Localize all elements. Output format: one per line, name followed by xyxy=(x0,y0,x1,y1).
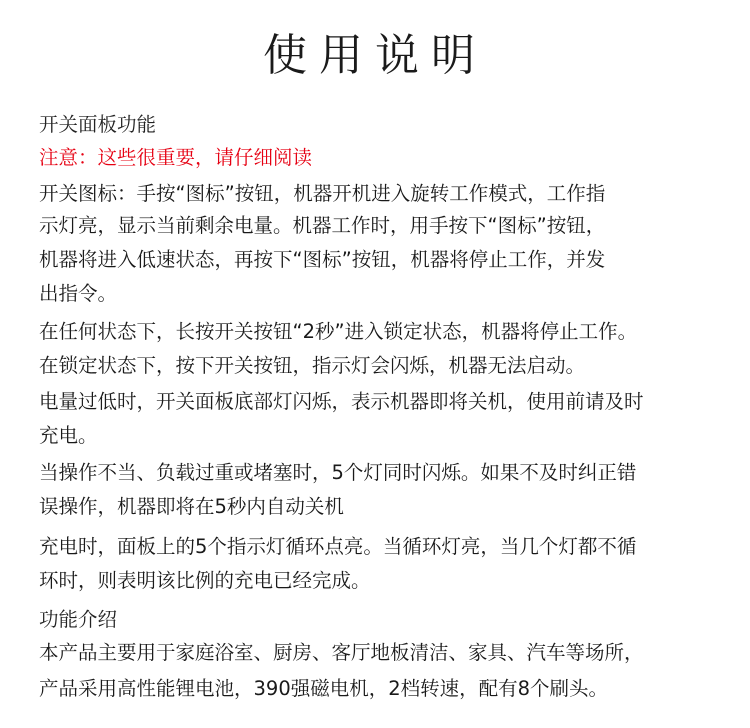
feature-line: 本产品主要用于家庭浴室、厨房、客厅地板清洁、家具、汽车等场所， xyxy=(39,641,644,664)
warning-notice: 注意：这些很重要，请仔细阅读 xyxy=(39,146,313,169)
paragraph-line: 环时，则表明该比例的充电已经完成。 xyxy=(39,569,371,592)
paragraph-line: 当操作不当、负载过重或堵塞时，5个灯同时闪烁。如果不及时纠正错 xyxy=(39,461,637,484)
switch-panel-heading: 开关面板功能 xyxy=(39,113,157,136)
paragraph-line: 在任何状态下，长按开关按钮“2秒”进入锁定状态，机器将停止工作。 xyxy=(39,320,638,343)
paragraph-line: 出指令。 xyxy=(39,282,118,305)
paragraph-line: 在锁定状态下，按下开关按钮，指示灯会闪烁，机器无法启动。 xyxy=(39,354,586,377)
page-title: 使用说明 xyxy=(263,30,487,81)
features-heading: 功能介绍 xyxy=(39,608,118,631)
feature-line: 产品采用高性能锂电池，390强磁电机，2档转速，配有8个刷头。 xyxy=(39,677,609,700)
paragraph-line: 开关图标：手按“图标”按钮，机器开机进入旋转工作模式，工作指 xyxy=(39,182,606,205)
paragraph-line: 充电时，面板上的5个指示灯循环点亮。当循环灯亮，当几个灯都不循 xyxy=(39,535,637,558)
paragraph-line: 电量过低时，开关面板底部灯闪烁，表示机器即将关机，使用前请及时 xyxy=(39,390,644,413)
paragraph-line: 充电。 xyxy=(39,424,98,447)
paragraph-line: 误操作，机器即将在5秒内自动关机 xyxy=(39,495,344,518)
paragraph-line: 示灯亮，显示当前剩余电量。机器工作时，用手按下“图标”按钮， xyxy=(39,214,606,237)
paragraph-line: 机器将进入低速状态，再按下“图标”按钮，机器将停止工作，并发 xyxy=(39,248,606,271)
